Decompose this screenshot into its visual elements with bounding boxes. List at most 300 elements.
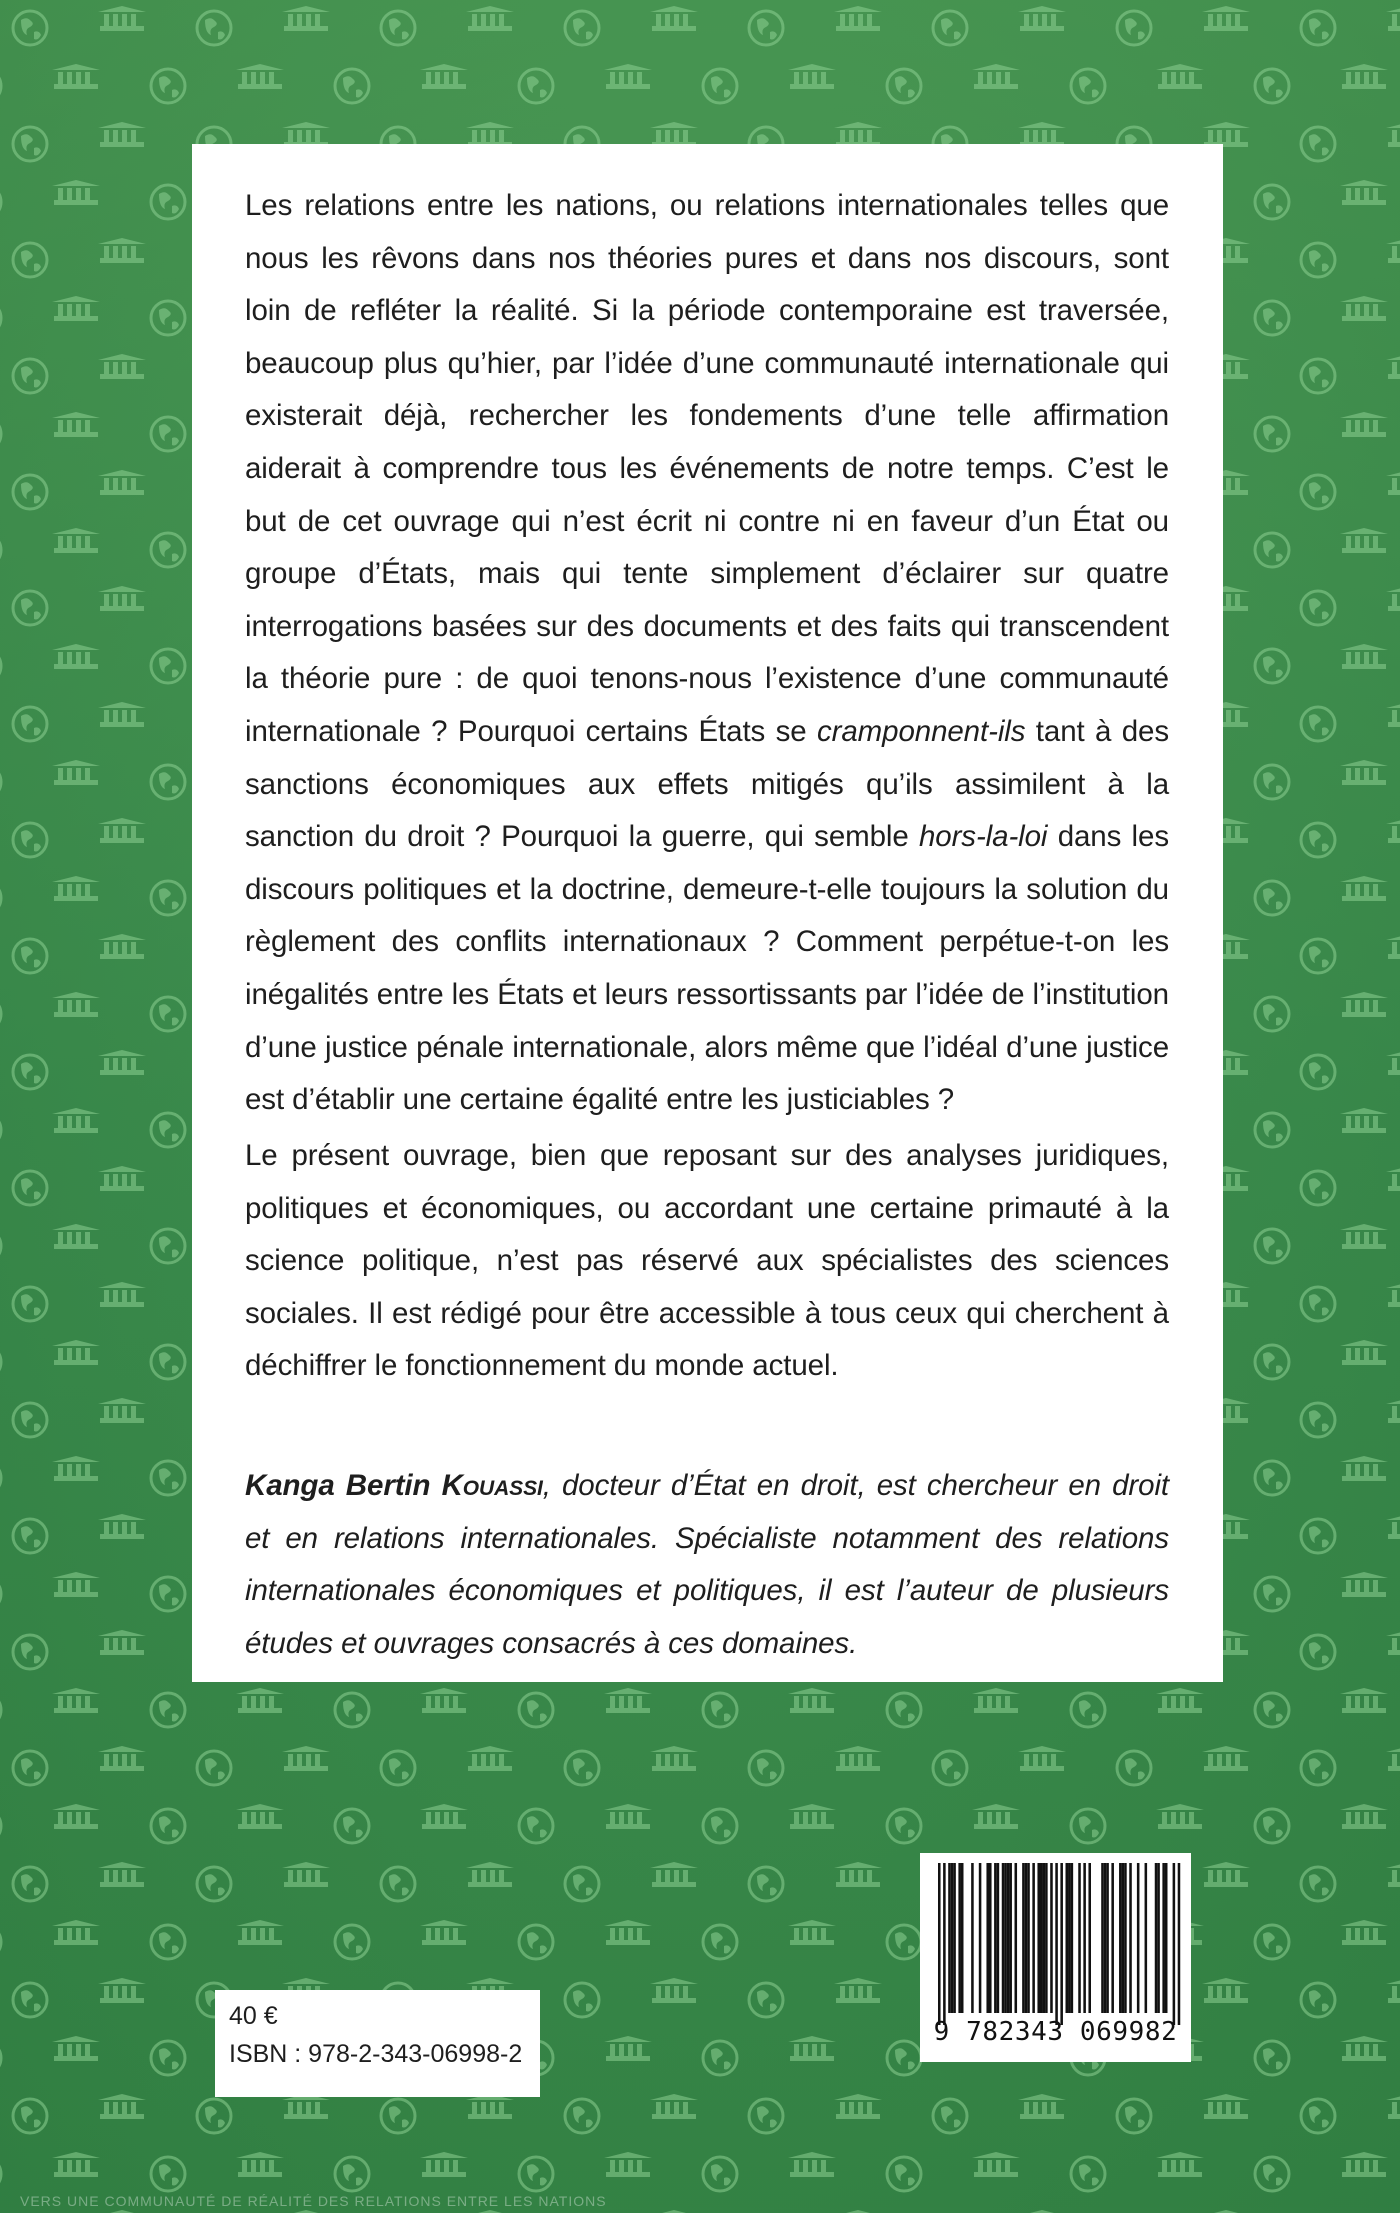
building-icon — [1340, 412, 1388, 437]
building-icon — [420, 1804, 468, 1829]
barcode-bar — [1173, 1863, 1176, 2025]
globe-icon — [335, 1809, 369, 1843]
building-icon — [52, 1920, 100, 1945]
building-icon — [788, 1804, 836, 1829]
building-icon — [1202, 1862, 1250, 1887]
globe-icon — [151, 1461, 185, 1495]
building-icon — [466, 1746, 514, 1771]
barcode-bar — [1088, 1863, 1091, 2013]
globe-icon — [0, 1229, 1, 1263]
building-icon — [650, 1862, 698, 1887]
barcode-bar — [1106, 1863, 1109, 2013]
building-icon — [1386, 702, 1400, 727]
barcode-bar — [1043, 1863, 1046, 2013]
building-icon — [98, 1166, 146, 1191]
globe-icon — [0, 1693, 1, 1727]
blurb-emphasis: cramponnent-ils — [817, 714, 1026, 748]
globe-icon — [1255, 765, 1289, 799]
blurb-emphasis: hors-la-loi — [918, 820, 1048, 854]
author-bio — [245, 1460, 1169, 1670]
globe-icon — [887, 1693, 921, 1727]
globe-icon — [151, 649, 185, 683]
globe-icon — [749, 1983, 783, 2017]
globe-icon — [13, 2099, 47, 2133]
building-icon — [1156, 1804, 1204, 1829]
building-icon — [834, 1746, 882, 1771]
globe-icon — [1255, 417, 1289, 451]
building-icon — [52, 412, 100, 437]
building-icon — [52, 180, 100, 205]
building-icon — [98, 1398, 146, 1423]
globe-icon — [381, 11, 415, 45]
barcode-bar — [958, 1863, 961, 2013]
globe-icon — [151, 881, 185, 915]
globe-icon — [1301, 707, 1335, 741]
globe-icon — [151, 185, 185, 219]
building-icon — [420, 1688, 468, 1713]
barcode-bar — [1122, 1863, 1125, 2013]
barcode-bar — [1007, 1863, 1010, 2013]
globe-icon — [151, 301, 185, 335]
globe-icon — [565, 1751, 599, 1785]
globe-icon — [381, 1867, 415, 1901]
globe-icon — [0, 533, 1, 567]
building-icon — [1340, 296, 1388, 321]
building-icon — [972, 2152, 1020, 2177]
globe-icon — [1117, 1751, 1151, 1785]
barcode-bar — [1045, 1863, 1048, 2013]
building-icon — [604, 1688, 652, 1713]
globe-icon — [1301, 2099, 1335, 2133]
building-icon — [52, 1804, 100, 1829]
globe-icon — [13, 11, 47, 45]
globe-icon — [703, 1693, 737, 1727]
barcode-bar — [1129, 1863, 1132, 2013]
building-icon — [52, 760, 100, 785]
globe-icon — [0, 997, 1, 1031]
building-icon — [52, 644, 100, 669]
globe-icon — [887, 2041, 921, 2075]
barcode-bar — [1124, 1863, 1127, 2013]
barcode-bar — [971, 1863, 974, 2013]
building-icon — [98, 6, 146, 31]
building-icon — [1202, 1978, 1250, 2003]
globe-icon — [0, 1925, 1, 1959]
building-icon — [1340, 876, 1388, 901]
globe-icon — [335, 2157, 369, 2191]
globe-icon — [13, 1171, 47, 1205]
globe-icon — [1071, 69, 1105, 103]
building-icon — [52, 992, 100, 1017]
building-icon — [1340, 1108, 1388, 1133]
barcode-bar — [1050, 1863, 1053, 2013]
globe-icon — [13, 1403, 47, 1437]
globe-icon — [0, 417, 1, 451]
building-icon — [1386, 934, 1400, 959]
globe-icon — [13, 243, 47, 277]
isbn-label: ISBN : 978-2-343-06998-2 — [229, 2040, 523, 2068]
building-icon — [98, 1746, 146, 1771]
globe-icon — [1255, 533, 1289, 567]
building-icon — [98, 818, 146, 843]
barcode-bar — [953, 1863, 956, 2013]
globe-icon — [1255, 1809, 1289, 1843]
globe-icon — [13, 707, 47, 741]
globe-icon — [1255, 649, 1289, 683]
barcode-bar — [1165, 1863, 1168, 2013]
building-icon — [1386, 1514, 1400, 1539]
globe-icon — [1301, 591, 1335, 625]
barcode-bar — [1071, 1863, 1074, 2013]
building-icon — [1340, 1688, 1388, 1713]
building-icon — [1340, 180, 1388, 205]
building-icon — [1386, 354, 1400, 379]
globe-icon — [1301, 127, 1335, 161]
building-icon — [1340, 992, 1388, 1017]
globe-icon — [151, 1229, 185, 1263]
building-icon — [466, 1862, 514, 1887]
globe-icon — [13, 1519, 47, 1553]
building-icon — [972, 1804, 1020, 1829]
globe-icon — [1071, 2157, 1105, 2191]
building-icon — [1340, 64, 1388, 89]
globe-icon — [151, 533, 185, 567]
globe-icon — [0, 2041, 1, 2075]
building-icon — [52, 296, 100, 321]
building-icon — [1386, 470, 1400, 495]
globe-icon — [1255, 2157, 1289, 2191]
globe-icon — [1301, 1403, 1335, 1437]
globe-icon — [151, 1925, 185, 1959]
globe-icon — [197, 2099, 231, 2133]
building-icon — [1202, 2094, 1250, 2119]
barcode-bar — [1145, 1863, 1148, 2013]
globe-icon — [151, 765, 185, 799]
globe-icon — [1071, 1693, 1105, 1727]
building-icon — [52, 876, 100, 901]
building-icon — [834, 2094, 882, 2119]
globe-icon — [1301, 1751, 1335, 1785]
globe-icon — [13, 127, 47, 161]
globe-icon — [1255, 185, 1289, 219]
building-icon — [1386, 6, 1400, 31]
building-icon — [1340, 1456, 1388, 1481]
globe-icon — [519, 2157, 553, 2191]
globe-icon — [13, 1055, 47, 1089]
globe-icon — [151, 997, 185, 1031]
building-icon — [52, 2152, 100, 2177]
building-icon — [98, 1514, 146, 1539]
building-icon — [52, 2036, 100, 2061]
barcode-bar — [986, 1863, 989, 2013]
building-icon — [98, 1862, 146, 1887]
barcode-bar — [961, 1863, 964, 2013]
barcode-bar — [1004, 1863, 1007, 2013]
globe-icon — [0, 765, 1, 799]
price-label: 40 € — [229, 2002, 278, 2030]
building-icon — [282, 1862, 330, 1887]
blurb-paragraph-2: Le présent ouvrage, bien que reposant sur des analyses juridiques, politiques et économiques, ou accordant une certaine primauté à la science politique, n’est pas réservé aux spécialistes des sciences sociales. Il est rédigé pour être accessible à tous ceux qui cherchent à déchiffrer le fonctionnement du monde actuel. — [245, 1139, 1169, 1383]
building-icon — [52, 528, 100, 553]
building-icon — [420, 1920, 468, 1945]
building-icon — [1018, 6, 1066, 31]
globe-icon — [565, 11, 599, 45]
building-icon — [604, 2152, 652, 2177]
building-icon — [98, 470, 146, 495]
barcode-bar — [1104, 1863, 1107, 2013]
globe-icon — [565, 1867, 599, 1901]
globe-icon — [13, 359, 47, 393]
globe-icon — [335, 1925, 369, 1959]
building-icon — [98, 2094, 146, 2119]
globe-icon — [1301, 1171, 1335, 1205]
building-icon — [52, 1456, 100, 1481]
barcode-digits: 9 782343 069982 — [933, 2017, 1178, 2047]
globe-icon — [13, 1983, 47, 2017]
building-icon — [604, 1804, 652, 1829]
globe-icon — [565, 2099, 599, 2133]
building-icon — [1386, 1050, 1400, 1075]
building-icon — [1340, 1920, 1388, 1945]
author-surname: Kouassi — [441, 1469, 543, 1502]
building-icon — [972, 1688, 1020, 1713]
globe-icon — [1301, 475, 1335, 509]
globe-icon — [1255, 1461, 1289, 1495]
globe-icon — [151, 2041, 185, 2075]
barcode — [920, 1853, 1191, 2062]
building-icon — [1340, 1804, 1388, 1829]
globe-icon — [1301, 1287, 1335, 1321]
barcode-bar — [1111, 1863, 1114, 2013]
globe-icon — [1301, 1983, 1335, 2017]
building-icon — [98, 1978, 146, 2003]
globe-icon — [151, 1113, 185, 1147]
globe-icon — [381, 2099, 415, 2133]
globe-icon — [749, 1867, 783, 1901]
building-icon — [650, 6, 698, 31]
globe-icon — [151, 1577, 185, 1611]
globe-icon — [703, 1925, 737, 1959]
author-first-names: Kanga Bertin — [245, 1469, 442, 1502]
globe-icon — [749, 1751, 783, 1785]
globe-icon — [933, 11, 967, 45]
globe-icon — [1255, 1345, 1289, 1379]
barcode-bar — [1060, 1863, 1063, 2025]
building-icon — [1386, 1978, 1400, 2003]
globe-icon — [703, 2041, 737, 2075]
globe-icon — [13, 1635, 47, 1669]
barcode-bar — [1025, 1863, 1028, 2013]
building-icon — [236, 1804, 284, 1829]
globe-icon — [1255, 2041, 1289, 2075]
globe-icon — [1255, 997, 1289, 1031]
globe-icon — [703, 2157, 737, 2191]
building-icon — [1340, 2152, 1388, 2177]
globe-icon — [13, 823, 47, 857]
globe-icon — [0, 69, 1, 103]
globe-icon — [519, 1809, 553, 1843]
barcode-bar — [997, 1863, 1000, 2013]
building-icon — [98, 1282, 146, 1307]
barcode-bar — [1101, 1863, 1104, 2013]
building-icon — [98, 354, 146, 379]
building-icon — [98, 586, 146, 611]
globe-icon — [197, 1751, 231, 1785]
building-icon — [282, 6, 330, 31]
building-icon — [650, 1746, 698, 1771]
globe-icon — [1301, 359, 1335, 393]
building-icon — [420, 2152, 468, 2177]
building-icon — [1156, 2152, 1204, 2177]
building-icon — [52, 1340, 100, 1365]
building-icon — [52, 1224, 100, 1249]
globe-icon — [197, 1867, 231, 1901]
building-icon — [788, 2036, 836, 2061]
barcode-bar — [1032, 1863, 1035, 2013]
bottom-strip-text: VERS UNE COMMUNAUTÉ DE RÉALITÉ DES RELATIONS ENTRE LES NATIONS — [20, 2193, 607, 2209]
globe-icon — [151, 1345, 185, 1379]
globe-icon — [887, 2157, 921, 2191]
building-icon — [1386, 1630, 1400, 1655]
globe-icon — [703, 1809, 737, 1843]
building-icon — [98, 122, 146, 147]
globe-icon — [0, 881, 1, 915]
barcode-bar — [1178, 1863, 1181, 2025]
building-icon — [1386, 238, 1400, 263]
globe-icon — [887, 69, 921, 103]
globe-icon — [1255, 301, 1289, 335]
building-icon — [1202, 1746, 1250, 1771]
globe-icon — [151, 69, 185, 103]
globe-icon — [0, 1577, 1, 1611]
building-icon — [420, 64, 468, 89]
barcode-bar — [979, 1863, 982, 2013]
building-icon — [1386, 586, 1400, 611]
building-icon — [1340, 1224, 1388, 1249]
globe-icon — [381, 1751, 415, 1785]
barcode-bar — [948, 1863, 951, 2013]
barcode-bar — [1022, 1863, 1025, 2013]
globe-icon — [1301, 1519, 1335, 1553]
building-icon — [834, 6, 882, 31]
barcode-bar — [943, 1863, 946, 2025]
blurb-text: Les relations entre les nations, ou relations internationales telles que nous les rêvons dans nos théories pures et dans nos discours, sont loin de refléter la réalité. Si la période contemporaine est traversée, beaucoup plus qu’hier, par l’idée d’une communauté internationale qui existerait déjà, rechercher les fondements d’une telle affirmation aiderait à comprendre tous les événements de notre temps. C’est le but de cet ouvrage qui n’est écrit ni contre ni en faveur d’un État ou groupe d’États, mais qui tente simplement d’éclairer sur quatre interrogations basées sur des documents et des faits qui transcendent la théorie pure : de quoi tenons-nous l’existence d’une communauté internationale ? Pourquoi certains États se — [245, 189, 1169, 748]
globe-icon — [1255, 1113, 1289, 1147]
globe-icon — [749, 11, 783, 45]
globe-icon — [13, 591, 47, 625]
building-icon — [1340, 760, 1388, 785]
building-icon — [604, 1920, 652, 1945]
globe-icon — [1301, 1635, 1335, 1669]
building-icon — [650, 1978, 698, 2003]
building-icon — [1386, 1398, 1400, 1423]
building-icon — [98, 702, 146, 727]
globe-icon — [13, 1751, 47, 1785]
globe-icon — [1301, 1055, 1335, 1089]
globe-icon — [151, 2157, 185, 2191]
building-icon — [98, 238, 146, 263]
barcode-bar — [1055, 1863, 1058, 2025]
building-icon — [1386, 1746, 1400, 1771]
barcode-bar — [1078, 1863, 1081, 2013]
globe-icon — [0, 185, 1, 219]
globe-icon — [1255, 1229, 1289, 1263]
globe-icon — [0, 1345, 1, 1379]
building-icon — [972, 64, 1020, 89]
building-icon — [236, 1920, 284, 1945]
building-icon — [604, 2036, 652, 2061]
globe-icon — [151, 1809, 185, 1843]
globe-icon — [887, 1925, 921, 1959]
building-icon — [1386, 1282, 1400, 1307]
building-icon — [98, 1050, 146, 1075]
globe-icon — [13, 939, 47, 973]
building-icon — [650, 2094, 698, 2119]
globe-icon — [0, 2157, 1, 2191]
globe-icon — [0, 301, 1, 335]
building-icon — [282, 1746, 330, 1771]
globe-icon — [335, 69, 369, 103]
barcode-bar — [938, 1863, 941, 2025]
building-icon — [788, 1688, 836, 1713]
building-icon — [1386, 1862, 1400, 1887]
barcode-bar — [1015, 1863, 1018, 2013]
building-icon — [1156, 1688, 1204, 1713]
building-icon — [604, 64, 652, 89]
globe-icon — [1117, 11, 1151, 45]
barcode-bar — [1027, 1863, 1030, 2013]
globe-icon — [1255, 69, 1289, 103]
building-icon — [1386, 2094, 1400, 2119]
barcode-bar — [1157, 1863, 1160, 2013]
barcode-bar — [1155, 1863, 1158, 2013]
globe-icon — [13, 1287, 47, 1321]
building-icon — [52, 1108, 100, 1133]
blurb-text: dans les discours politiques et la doctrine, demeure-t-elle toujours la solution du règlement des conflits internationaux ? Comment perpétue-t-on les inégalités entre les États et leurs ressortissants par l’idée de l’institution d’une justice pénale internationale, alors même que l’idéal d’une justice est d’établir une certaine égalité entre les justiciables ? — [245, 820, 1169, 1117]
blurb-text: tant à des sanctions économiques aux effets mitigés qu’ils assimilent à la sanction du droit ? Pourquoi la guerre, qui semble — [245, 714, 1169, 854]
globe-icon — [1301, 939, 1335, 973]
building-icon — [1018, 1746, 1066, 1771]
globe-icon — [887, 1809, 921, 1843]
globe-icon — [1301, 243, 1335, 277]
barcode-bar — [1002, 1863, 1005, 2013]
building-icon — [1340, 2036, 1388, 2061]
building-icon — [52, 1688, 100, 1713]
building-icon — [788, 2152, 836, 2177]
building-icon — [52, 64, 100, 89]
building-icon — [1340, 528, 1388, 553]
barcode-bar — [1037, 1863, 1040, 2013]
barcode-bar — [1066, 1863, 1069, 2013]
author-bio-text: , docteur d’État en droit, est chercheur en droit et en relations internationales. Spécialiste notamment des relations internationales économiques et politiques, il est l’auteur de plusieurs études et ouvrages consacrés à ces domaines. — [245, 1469, 1169, 1660]
globe-icon — [335, 1693, 369, 1727]
building-icon — [236, 64, 284, 89]
globe-icon — [0, 1461, 1, 1495]
blurb-paragraph-1 — [245, 180, 1169, 1127]
building-icon — [236, 2152, 284, 2177]
globe-icon — [933, 2099, 967, 2133]
barcode-bar — [951, 1863, 954, 2013]
building-icon — [466, 2094, 514, 2119]
barcode-bar — [1009, 1863, 1012, 2013]
barcode-bar — [1137, 1863, 1140, 2013]
globe-icon — [1301, 11, 1335, 45]
globe-icon — [933, 1751, 967, 1785]
blurb-panel — [192, 144, 1223, 1682]
globe-icon — [0, 649, 1, 683]
building-icon — [52, 1572, 100, 1597]
building-icon — [466, 6, 514, 31]
